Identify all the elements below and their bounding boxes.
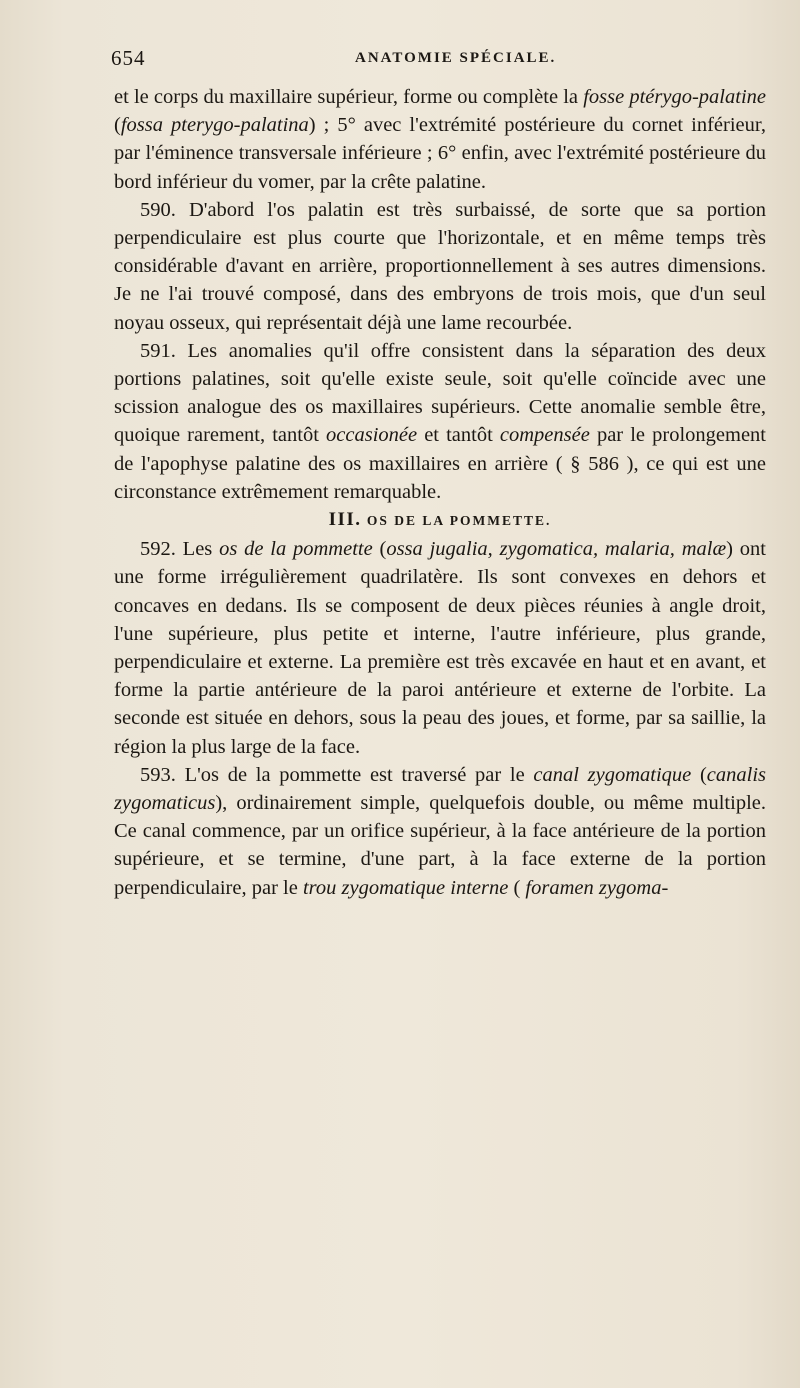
page-number: 654 (111, 46, 146, 70)
paragraph-number: 591. (140, 339, 176, 362)
paragraph-591: 591. Les anomalies qu'il offre consistent dans la séparation des deux portions palatines, soit qu'elle existe seule, soit qu'elle coïncide avec une scission analogue des os maxillaires supérieurs. Cette anomalie semble être, quoique rarement, tantôt occasionée et tantôt compensée par le prolongement de l'apophyse palatine des os maxillaires en arrière ( § 586 ), ce qui est une circonstance extrêmement remarquable. (114, 339, 766, 503)
paragraph-number: 592. (140, 538, 176, 561)
paragraph-592: 592. Les os de la pommette (ossa jugalia, zygomatica, malaria, malæ) ont une forme irrégulièrement quadrilatère. Ils sont convexes en dehors et concaves en dedans. Ils se composent de deux pièces réunies à angle droit, l'une supérieure, plus petite et interne, l'autre inférieure, plus grande, perpendiculaire et externe. La première est très excavée en haut et en avant, et forme la partie antérieure de la paroi antérieure et externe de l'orbite. La seconde est située en dehors, sous la peau des joues, et forme, par sa saillie, la région la plus large de la face. (114, 538, 766, 758)
paragraph-number: 590. (140, 198, 176, 221)
section-numeral: III. (328, 509, 362, 531)
body-text (114, 83, 766, 902)
section-title: OS DE LA POMMETTE. (361, 513, 552, 529)
running-head: ANATOMIE SPÉCIALE. (355, 50, 557, 66)
paragraph-number: 593. (140, 763, 176, 786)
paragraph-593: 593. L'os de la pommette est traversé par le canal zygomatique (canalis zygomaticus), ordinairement simple, quelquefois double, ou même multiple. Ce canal commence, par un orifice supérieur, à la face antérieure de la portion supérieure, et se termine, d'une part, à la face externe de la portion perpendiculaire, par le trou zygomatique interne ( foramen zygoma- (114, 763, 766, 899)
paragraph-590: 590. D'abord l'os palatin est très surbaissé, de sorte que sa portion perpendiculaire est plus courte que l'horizontale, et en même temps très considérable d'avant en arrière, proportionnellement à ses autres dimensions. Je ne l'ai trouvé composé, dans des embryons de trois mois, que d'un seul noyau osseux, qui représentait déjà une lame recourbée. (114, 198, 766, 334)
section-heading (114, 506, 766, 535)
page-header (0, 46, 800, 76)
paragraph-continuation: et le corps du maxillaire supérieur, forme ou complète la fosse ptérygo-palatine (fossa pterygo-palatina) ; 5° avec l'extrémité postérieure du cornet inférieur, par l'éminence transversale inférieure ; 6° enfin, avec l'extrémité postérieure du bord inférieur du vomer, par la crête palatine. (114, 86, 766, 193)
